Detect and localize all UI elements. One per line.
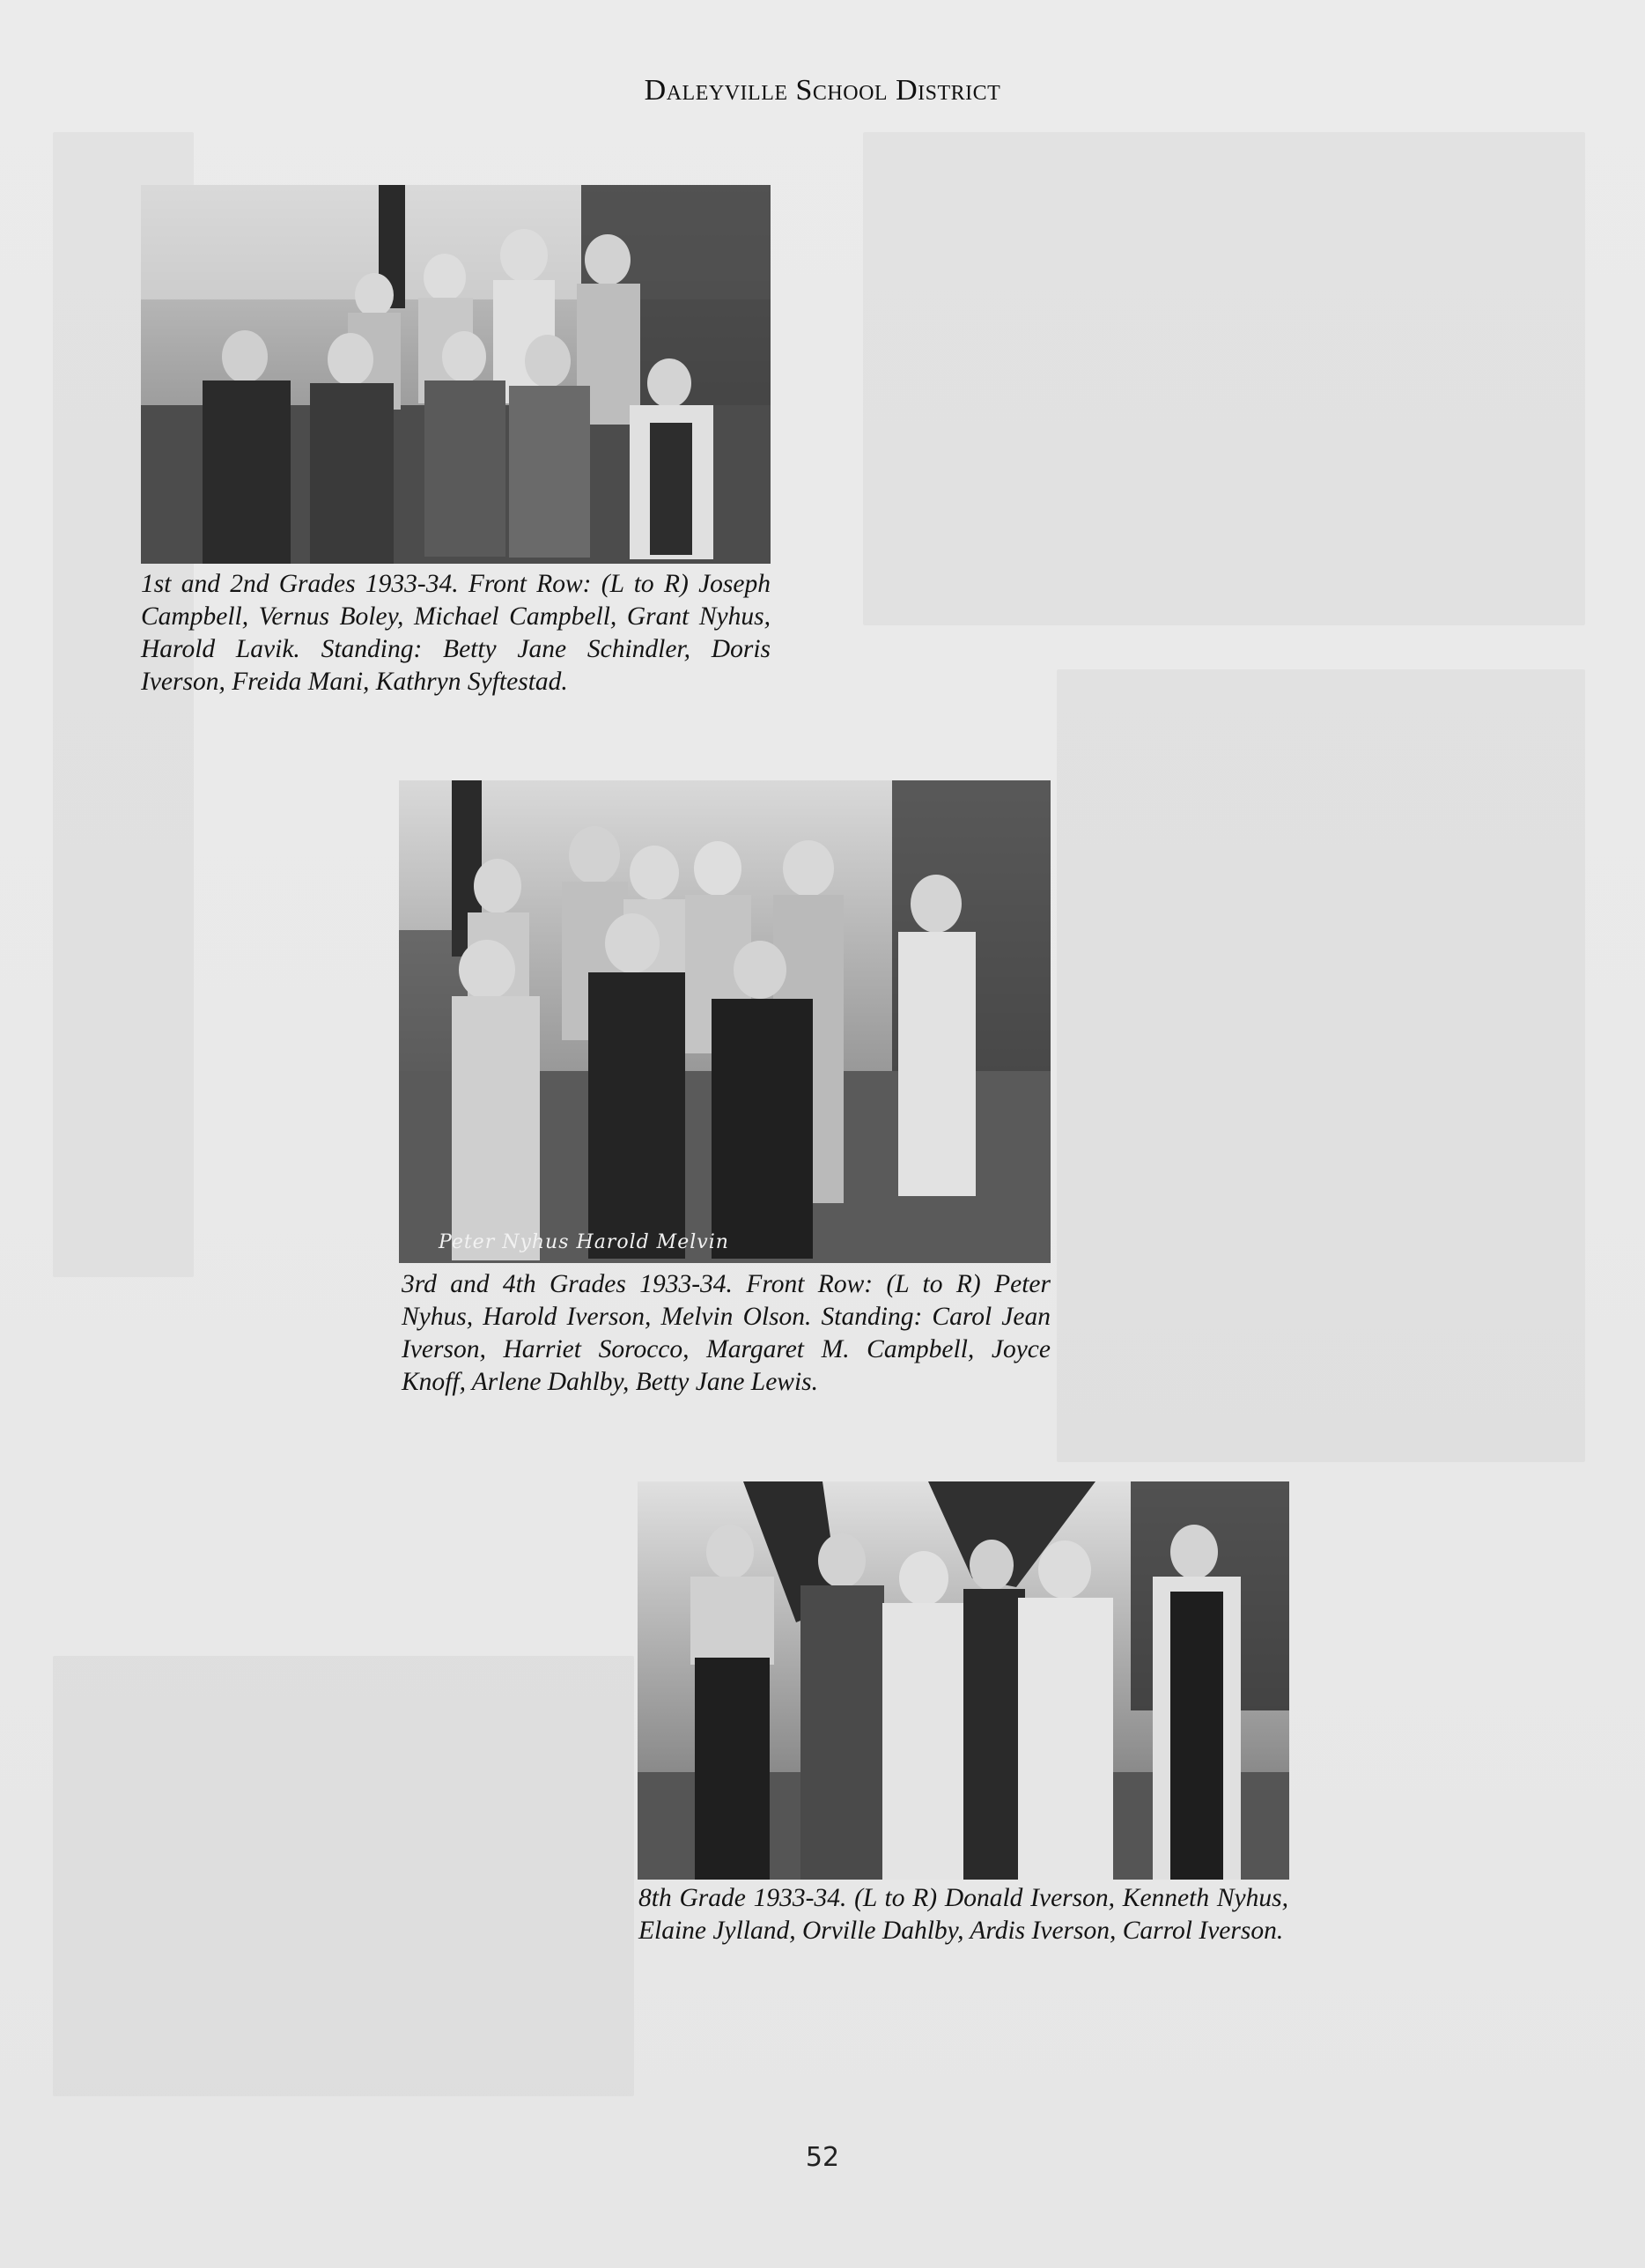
bleed-through-left-lower [53, 1656, 634, 2096]
photo-caption-3rd-4th-grades: 3rd and 4th Grades 1933-34. Front Row: (L to R) Peter Nyhus, Harold Iverson, Melvin Olson. Standing: Carol Jean Iverson, Harriet Sorocco, Margaret M. Campbell, Joyce Knoff, Arlene Dahlby, Betty Jane Lewis. [402, 1270, 1051, 1396]
page-number: 52 [805, 2142, 840, 2173]
photo-caption-1st-2nd-grades: 1st and 2nd Grades 1933-34. Front Row: (L to R) Joseph Campbell, Vernus Boley, Michael Campbell, Grant Nyhus, Harold Lavik. Standing: Betty Jane Schindler, Doris Iverson, Freida Mani, Kathryn Syftestad. [141, 570, 771, 696]
bleed-through-right-lower [1057, 669, 1585, 1462]
photo-3rd-4th-grades [399, 780, 1051, 1263]
page-header: Daleyville School District [644, 74, 1001, 107]
photo-1st-2nd-grades [141, 185, 771, 564]
photo-caption-8th-grade: 8th Grade 1933-34. (L to R) Donald Iverson, Kenneth Nyhus, Elaine Jylland, Orville Dahlby, Ardis Iverson, Carrol Iverson. [638, 1884, 1288, 1945]
bleed-through-right-column [863, 132, 1585, 625]
photo-8th-grade [638, 1481, 1289, 1880]
handwritten-names-annotation: Peter Nyhus Harold Melvin [439, 1231, 729, 1253]
